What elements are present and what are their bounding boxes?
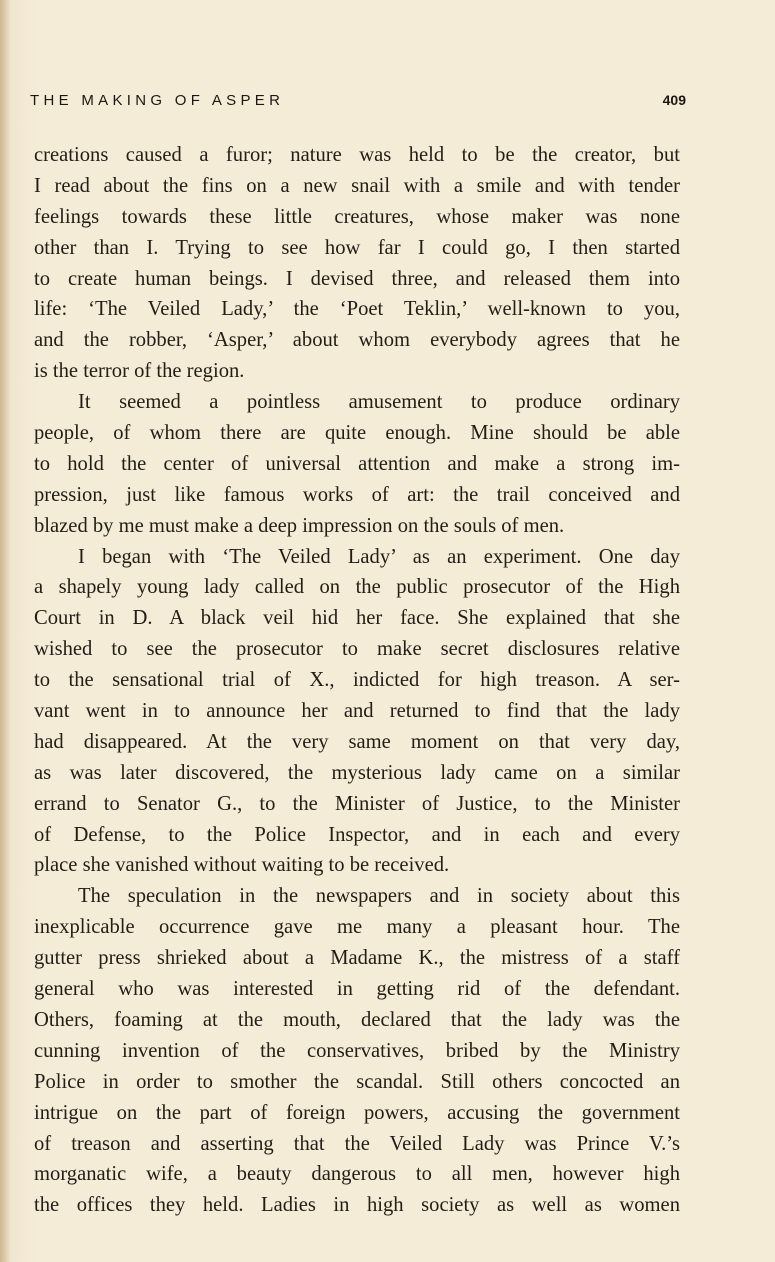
text-line: I began with ‘The Veiled Lady’ as an experiment. One day xyxy=(78,545,680,568)
text-line: place she vanished without waiting to be received. xyxy=(34,854,450,877)
text-line: vant went in to announce her and returned to find that the lady xyxy=(34,700,680,723)
text-line: of Defense, to the Police Inspector, and in each and every xyxy=(34,823,680,846)
text-line: blazed by me must make a deep impression on the souls of men. xyxy=(34,514,565,537)
body-text xyxy=(34,140,680,1221)
text-line: had disappeared. At the very same moment on that very day, xyxy=(34,730,680,753)
text-line: of treason and asserting that the Veiled Lady was Prince V.’s xyxy=(34,1132,680,1155)
text-line: the offices they held. Ladies in high society as well as women xyxy=(34,1194,680,1217)
text-line: Court in D. A black veil hid her face. She explained that she xyxy=(34,607,680,630)
text-line: The speculation in the newspapers and in society about this xyxy=(78,885,680,908)
running-header xyxy=(30,92,686,114)
running-title: THE MAKING OF ASPER xyxy=(30,92,285,109)
text-line: Police in order to smother the scandal. Still others concocted an xyxy=(34,1070,680,1093)
text-line: to hold the center of universal attention and make a strong im- xyxy=(34,452,680,475)
text-line: and the robber, ‘Asper,’ about whom everybody agrees that he xyxy=(34,329,680,352)
text-line: life: ‘The Veiled Lady,’ the ‘Poet Teklin,’ well-known to you, xyxy=(34,298,680,321)
text-line: to the sensational trial of X., indicted for high treason. A ser- xyxy=(34,669,680,692)
text-line: a shapely young lady called on the public prosecutor of the High xyxy=(34,576,680,599)
text-line: It seemed a pointless amusement to produce ordinary xyxy=(78,391,680,414)
text-line: general who was interested in getting rid of the defendant. xyxy=(34,978,680,1001)
text-line: morganatic wife, a beauty dangerous to all men, however high xyxy=(34,1163,680,1186)
text-line: pression, just like famous works of art: the trail conceived and xyxy=(34,483,680,506)
text-line: wished to see the prosecutor to make secret disclosures relative xyxy=(34,638,680,661)
text-line: to create human beings. I devised three, and released them into xyxy=(34,267,680,290)
text-line: I read about the fins on a new snail with a smile and with tender xyxy=(34,174,680,197)
text-line: creations caused a furor; nature was held to be the creator, but xyxy=(34,144,680,166)
text-line: inexplicable occurrence gave me many a pleasant hour. The xyxy=(34,916,680,939)
text-line: other than I. Trying to see how far I could go, I then started xyxy=(34,236,680,259)
text-line: intrigue on the part of foreign powers, accusing the government xyxy=(34,1101,680,1124)
text-line: as was later discovered, the mysterious lady came on a similar xyxy=(34,761,680,784)
page-number: 409 xyxy=(662,92,686,108)
text-line: cunning invention of the conservatives, bribed by the Ministry xyxy=(34,1039,680,1062)
text-line: feelings towards these little creatures, whose maker was none xyxy=(34,205,680,228)
text-line: is the terror of the region. xyxy=(34,360,245,383)
page-gutter-shadow xyxy=(0,0,10,1262)
text-line: Others, foaming at the mouth, declared that the lady was the xyxy=(34,1008,680,1031)
text-line: errand to Senator G., to the Minister of Justice, to the Minister xyxy=(34,792,680,815)
text-line: gutter press shrieked about a Madame K., the mistress of a staff xyxy=(34,947,680,970)
text-line: people, of whom there are quite enough. Mine should be able xyxy=(34,422,680,445)
